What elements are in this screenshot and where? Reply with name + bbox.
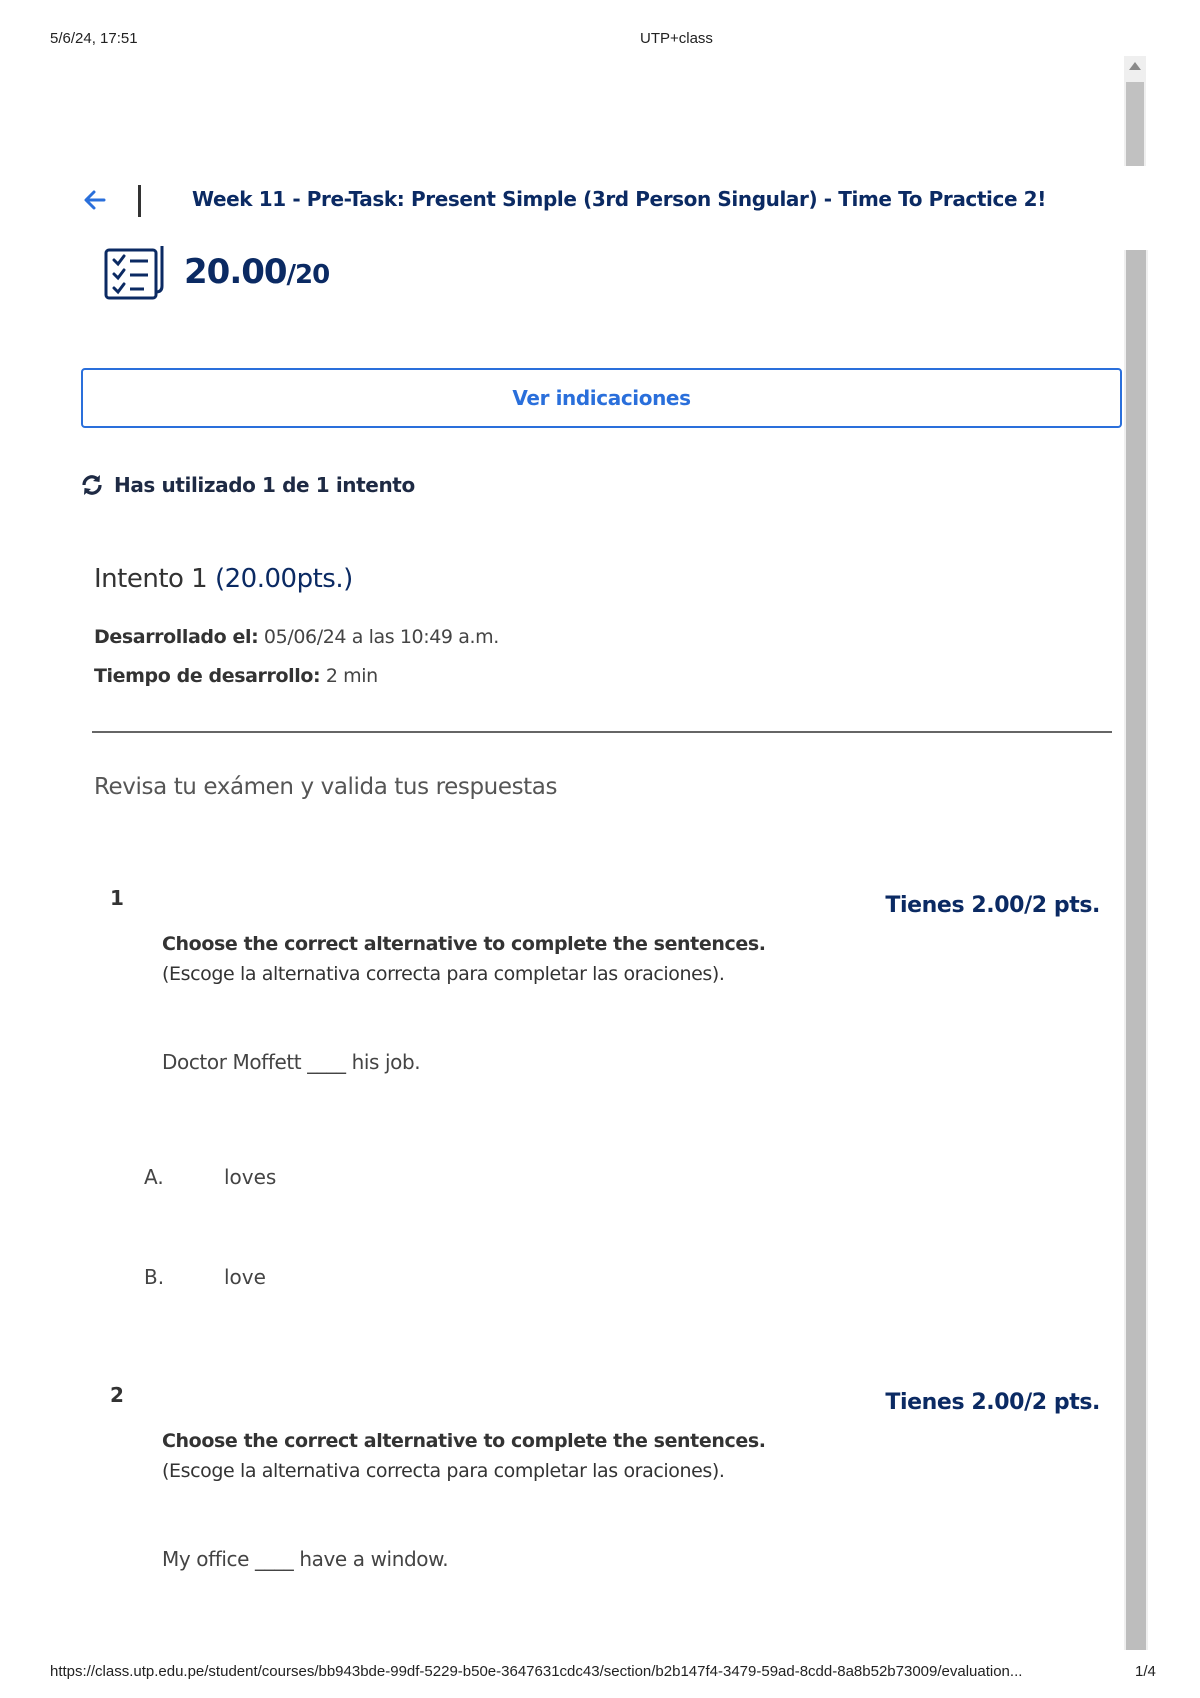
question-score: Tienes 2.00/2 pts. (885, 893, 1100, 918)
score (184, 252, 329, 292)
header-separator (138, 185, 141, 217)
scrollbar-main-thumb[interactable] (1126, 250, 1146, 1650)
option-a-text[interactable]: loves (224, 1165, 277, 1189)
attempts-row (80, 470, 415, 500)
page-title: Week 11 - Pre-Task: Present Simple (3rd Person Singular) - Time To Practice 2! (192, 187, 1046, 211)
divider (92, 731, 1112, 733)
print-url: https://class.utp.edu.pe/student/courses/bb943bde-99df-5229-b50e-3647631cdc43/section/b2b147f4-3479-59ad-8cdd-8a8b52b73009/evaluation... (50, 1663, 1023, 1680)
print-site-title: UTP+class (640, 30, 713, 47)
review-heading: Revisa tu exámen y valida tus respuestas (94, 774, 558, 800)
checklist-icon (104, 246, 174, 302)
question-sentence: My office ____ have a window. (162, 1547, 449, 1571)
arrow-left-icon[interactable] (82, 187, 108, 213)
score-max: /20 (286, 260, 330, 290)
option-letter: A. (144, 1165, 164, 1189)
time-value: 2 min (320, 665, 378, 687)
intento-label: Intento 1 (94, 564, 208, 594)
instruction-es: (Escoge la alternativa correcta para completar las oraciones). (162, 1460, 725, 1482)
developed-date (94, 626, 499, 648)
option-b[interactable] (144, 1265, 164, 1289)
question-number: 2 (110, 1383, 124, 1407)
attempts-text: Has utilizado 1 de 1 intento (114, 473, 415, 497)
scrollbar-top[interactable] (1124, 56, 1146, 166)
option-b-text[interactable]: love (224, 1265, 266, 1289)
instruction-en: Choose the correct alternative to complete the sentences. (162, 1430, 766, 1452)
scrollbar-thumb[interactable] (1126, 82, 1144, 166)
time-label: Tiempo de desarrollo: (94, 665, 321, 687)
refresh-icon (80, 473, 104, 497)
question-sentence: Doctor Moffett ____ his job. (162, 1050, 421, 1074)
developed-value: 05/06/24 a las 10:49 a.m. (258, 626, 499, 648)
question-instruction (162, 929, 766, 989)
scrollbar-main[interactable] (1124, 250, 1148, 1650)
question-number: 1 (110, 886, 124, 910)
option-letter: B. (144, 1265, 165, 1289)
ver-indicaciones-button[interactable]: Ver indicaciones (81, 368, 1122, 428)
instruction-es: (Escoge la alternativa correcta para completar las oraciones). (162, 963, 725, 985)
developed-label: Desarrollado el: (94, 626, 259, 648)
scroll-up-arrow-icon[interactable] (1129, 62, 1141, 70)
print-date: 5/6/24, 17:51 (50, 30, 138, 47)
intento-points: (20.00pts.) (215, 564, 353, 594)
instruction-en: Choose the correct alternative to complete the sentences. (162, 933, 766, 955)
option-a[interactable] (144, 1165, 164, 1189)
print-page-number: 1/4 (1135, 1663, 1156, 1680)
intento-title (94, 564, 353, 594)
development-time (94, 665, 378, 687)
question-instruction (162, 1426, 766, 1486)
page-header (82, 187, 1046, 227)
question-score: Tienes 2.00/2 pts. (885, 1390, 1100, 1415)
score-value: 20.00 (184, 252, 287, 292)
